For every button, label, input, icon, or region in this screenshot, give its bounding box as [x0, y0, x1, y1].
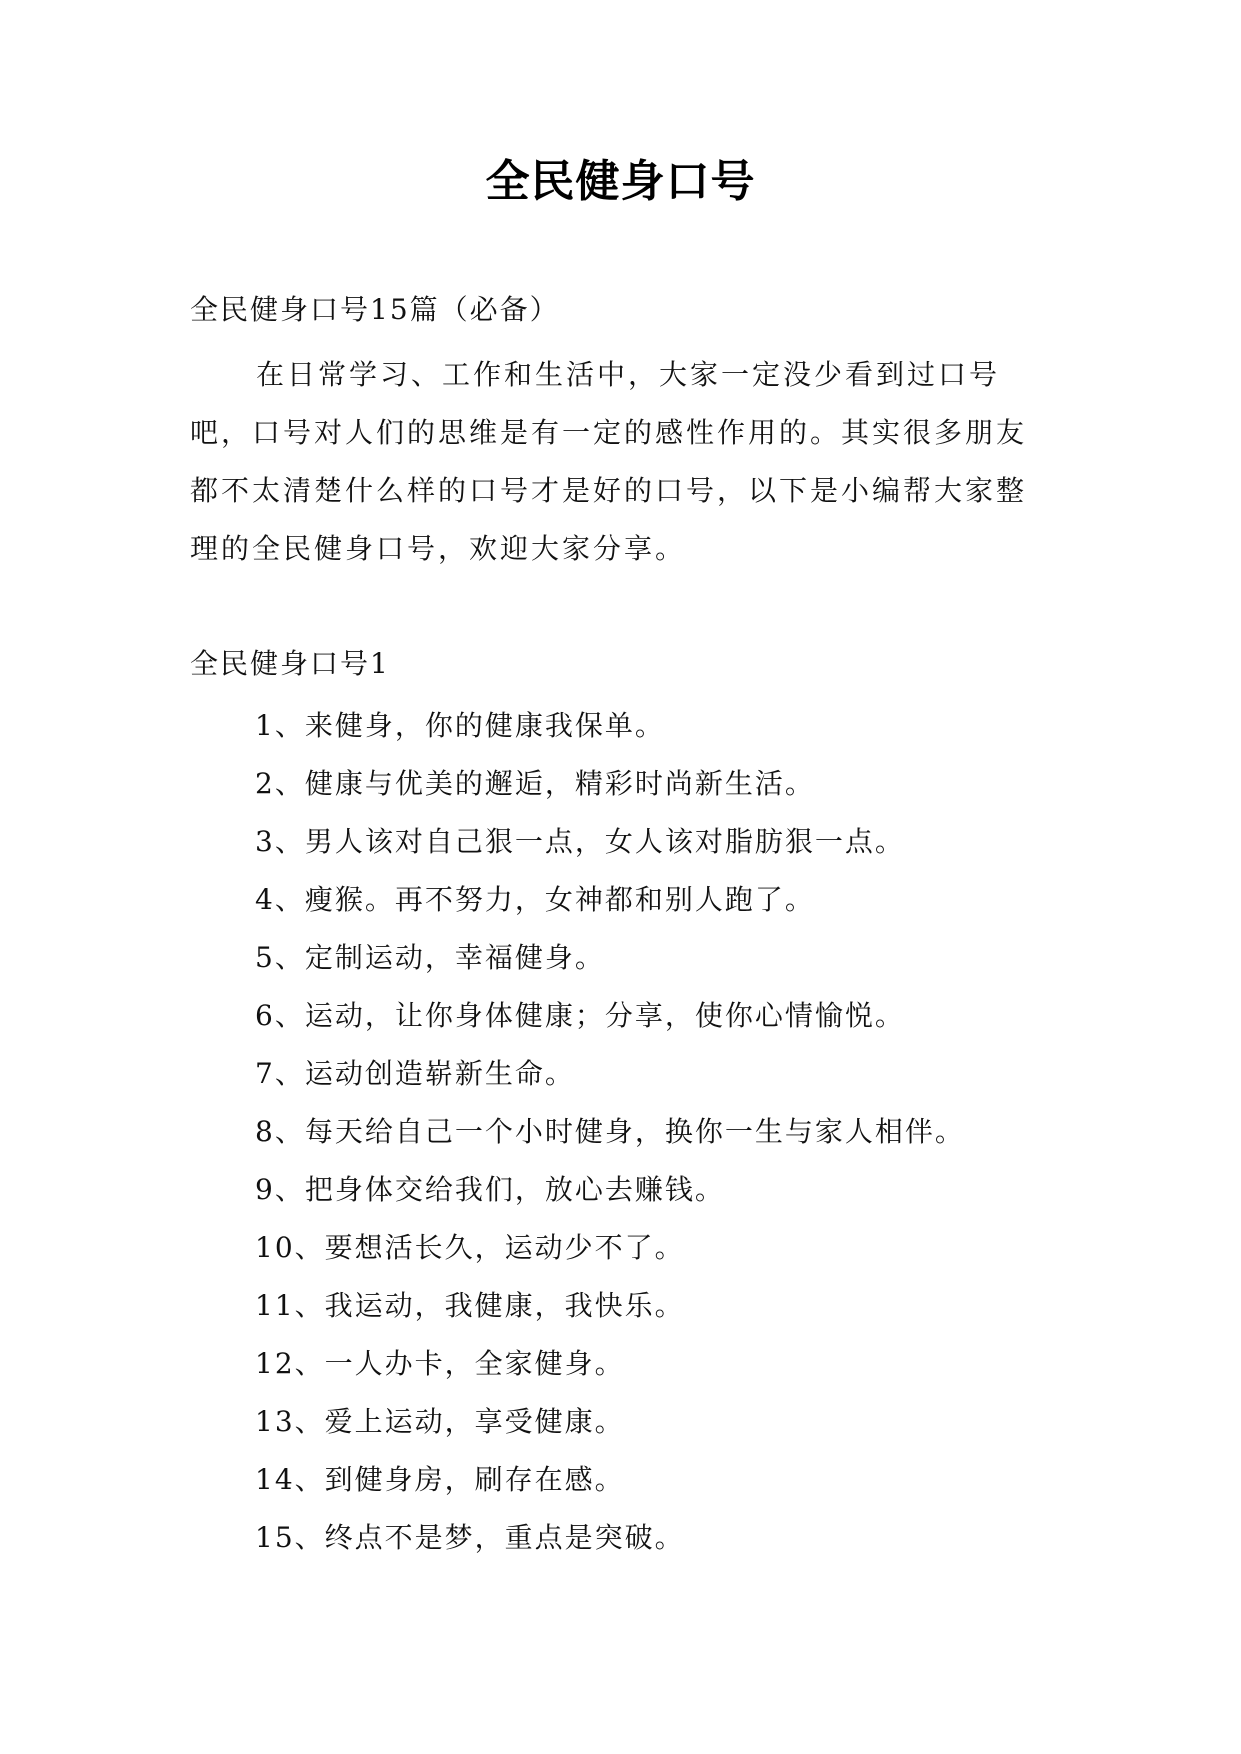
slogan-item: 14、到健身房，刷存在感。: [255, 1463, 625, 1496]
section-heading: 全民健身口号1: [190, 647, 390, 680]
slogan-item: 7、运动创造崭新生命。: [255, 1057, 575, 1090]
slogan-item: 2、健康与优美的邂逅，精彩时尚新生活。: [255, 767, 815, 800]
slogan-item: 11、我运动，我健康，我快乐。: [255, 1289, 685, 1322]
document-subtitle: 全民健身口号15篇（必备）: [190, 293, 560, 326]
page-title: 全民健身口号: [485, 156, 756, 207]
slogan-item: 1、来健身，你的健康我保单。: [255, 709, 665, 742]
slogan-item: 9、把身体交给我们，放心去赚钱。: [255, 1173, 725, 1206]
slogan-item: 5、定制运动，幸福健身。: [255, 941, 605, 974]
slogan-item: 3、男人该对自己狠一点，女人该对脂肪狠一点。: [255, 825, 905, 858]
intro-paragraph: 在日常学习、工作和生活中，大家一定没少看到过口号吧，口号对人们的思维是有一定的感性作用的。其实很多朋友都不太清楚什么样的口号才是好的口号，以下是小编帮大家整理的全民健身口号，欢迎大家分享。: [190, 358, 1028, 565]
slogan-item: 12、一人办卡，全家健身。: [255, 1347, 625, 1380]
slogan-item: 8、每天给自己一个小时健身，换你一生与家人相伴。: [255, 1115, 965, 1148]
slogan-item: 4、瘦猴。再不努力，女神都和别人跑了。: [255, 883, 815, 916]
slogan-item: 6、运动，让你身体健康；分享，使你心情愉悦。: [255, 999, 905, 1032]
slogan-list: [255, 697, 965, 1567]
slogan-item: 10、要想活长久，运动少不了。: [255, 1231, 685, 1264]
slogan-item: 15、终点不是梦，重点是突破。: [255, 1521, 685, 1554]
slogan-item: 13、爱上运动，享受健康。: [255, 1405, 625, 1438]
